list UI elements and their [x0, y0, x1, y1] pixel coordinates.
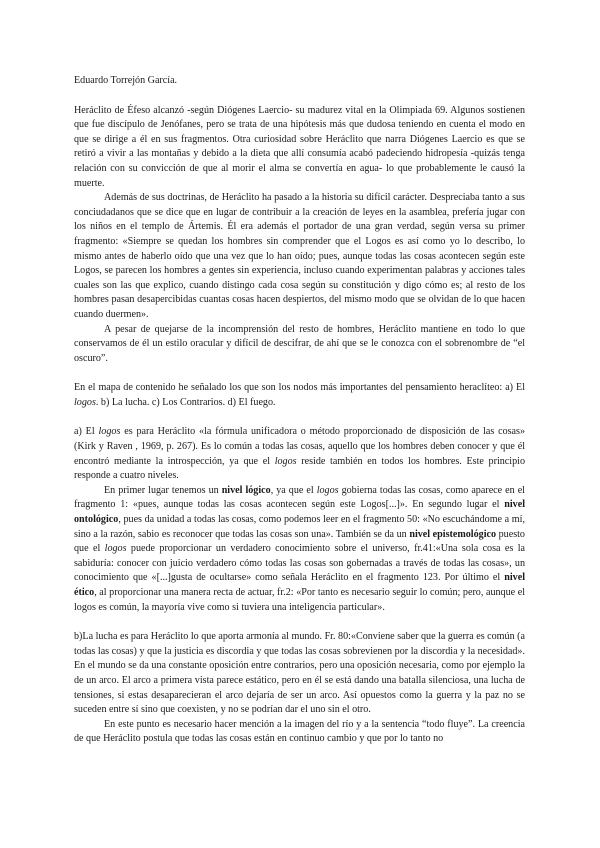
logos-paragraph-1 [74, 425, 525, 483]
intro-paragraph-1: Heráclito de Éfeso alcanzó -según Diógenes Laercio- su madurez vital en la Olimpiada 69. Algunos sostienen que fue discípulo de Jenófanes, pero se trata de una hipótesis más que dudosa teniendo en cuenta el modo en que se dirige a él en sus fragmentos. Otra curiosidad sobre Heráclito que narra Diógenes Laercio es que se retiró a vivir a las montañas y debido a la dieta que allí consumía acabó padeciendo hidropesía -quizás tenga relación con su convicción de que al morir el alma se convertía en agua- lo que probablemente le causó la muerte. [74, 104, 525, 189]
nivel-epistemologico-term: nivel epistemológico [409, 528, 497, 540]
logos-term: logos [274, 455, 297, 467]
logos-p2-text-e: puesto que el [74, 528, 525, 555]
intro-paragraph-3: A pesar de quejarse de la incomprensión del resto de hombres, Heráclito mantiene en todo lo que conservamos de él un estilo oracular y difícil de descifrar, de ahí que se le conozca con el sobrenombre de “el oscuro”. [74, 323, 525, 364]
logos-term: logos [98, 426, 121, 438]
author-name: Eduardo Torrejón García. [74, 75, 178, 86]
nivel-ontologico-term: nivel ontológico [74, 499, 525, 526]
logos-p2-text-b: , ya que el [270, 484, 317, 496]
logos-p2-text-d: , pues da unidad a todas las cosas, como podemos leer en el fragmento 50: «No escuchándome a mí, sino a la razón, sabio es reconocer que todas las cosas son una». También se da un [74, 514, 525, 540]
paragraph-gap [74, 410, 525, 425]
nivel-logico-term: nivel lógico [221, 484, 271, 496]
lucha-paragraph-1: b)La lucha es para Heráclito lo que aporta armonía al mundo. Fr. 80:«Conviene saber que la guerra es común (a todas las cosas) y que la justicia es discordia y que todas las cosas sobrevienen por la discordia y la necesidad». En el mundo se da una constante oposición entre contrarios, pero una oposición necesaria, como por ejemplo la de un arco. El arco a primera vista parece estático, pero en él se está dando una batalla silenciosa, una lucha de tensiones, si estas desaparecieran el arco dejaría de ser un arco. Así opuestos como la guerra y la paz no se suceden entre sí sino que coexisten, y no se podrían dar el uno sin el otro. [74, 631, 525, 716]
logos-p1-text-b: es para Heráclito «la fórmula unificadora o método proporcionado de disposición de las cosas» (Kirk y Raven , 1969, p. 267). Es lo común a todas las cosas, aquello que los hombres deben conocer y que él encontró mediante la introspección, ya que el [74, 426, 526, 467]
logos-p1-text-c: reside también en todos los hombres. Este principio responde a cuatro niveles. [74, 455, 525, 482]
content-map-rest: . b) La lucha. c) Los Contrarios. d) El fuego. [95, 396, 276, 408]
paragraph-gap [74, 366, 525, 381]
paragraph-gap [74, 615, 525, 630]
logos-p2-text-a: En primer lugar tenemos un [104, 484, 222, 496]
logos-paragraph-2 [74, 484, 525, 615]
nivel-etico-term: nivel ético [74, 572, 525, 598]
logos-term: logos [104, 543, 127, 555]
logos-p2-text-c: gobierna todas las cosas, como aparece en el fragmento 1: «pues, aunque todas las cosas acontecen según este Logos[...]». En segundo lugar el [74, 484, 525, 511]
logos-p1-text-a: a) El [74, 426, 99, 438]
logos-p2-text-f: puede proporcionar un verdadero conocimiento sobre el universo, fr.41:«Una sola cosa es la sabiduría: conocer con juicio verdadero cómo todas las cosas son gobernadas a través de todas las cosas», un conocimiento que «[...]gusta de ocultarse» como señala Heráclito en el fragmento 123. Por último el [74, 543, 525, 584]
content-map-paragraph [74, 381, 525, 410]
content-map-text: En el mapa de contenido he señalado los que son los nodos más importantes del pensamiento heraclíteo: a) El [74, 382, 525, 394]
intro-paragraph-2: Además de sus doctrinas, de Heráclito ha pasado a la historia su difícil carácter. Despreciaba tanto a sus conciudadanos que se dice que en lugar de contribuir a la creación de leyes en la asamblea, prefería jugar con los niños en el templo de Ártemis. Él era además el portador de una gran verdad, según versa su primer fragmento: «Siempre se quedan los hombres sin comprender que el Logos es así como yo lo describo, lo mismo antes de haberlo oído que una vez que lo han oído; pues, aunque todas las cosas acontecen según este Logos, se parecen los hombres a gentes sin experiencia, incluso cuando experimentan palabras y acciones tales cuales son las que explico, cuando distingo cada cosa según su constitución y digo cómo es; al resto de los hombres pasan desapercibidas cuantas cosas hacen despiertos, del mismo modo que se olvidan de lo que hacen cuando duermen». [74, 192, 525, 320]
logos-term: logos [316, 484, 339, 496]
content-map-logos: logos [74, 396, 96, 408]
lucha-paragraph-2: En este punto es necesario hacer mención a la imagen del río y a la sentencia “todo fluye”. La creencia de que Heráclito postula que todas las cosas están en continuo cambio y que por lo tanto no [74, 718, 525, 745]
logos-p2-text-g: , al proporcionar una manera recta de actuar, fr.2: «Por tanto es necesario seguir lo común; pero, aunque el logos es común, la mayoría vive como si tuviera una inteligencia particular». [74, 587, 525, 613]
document-body [74, 74, 525, 747]
